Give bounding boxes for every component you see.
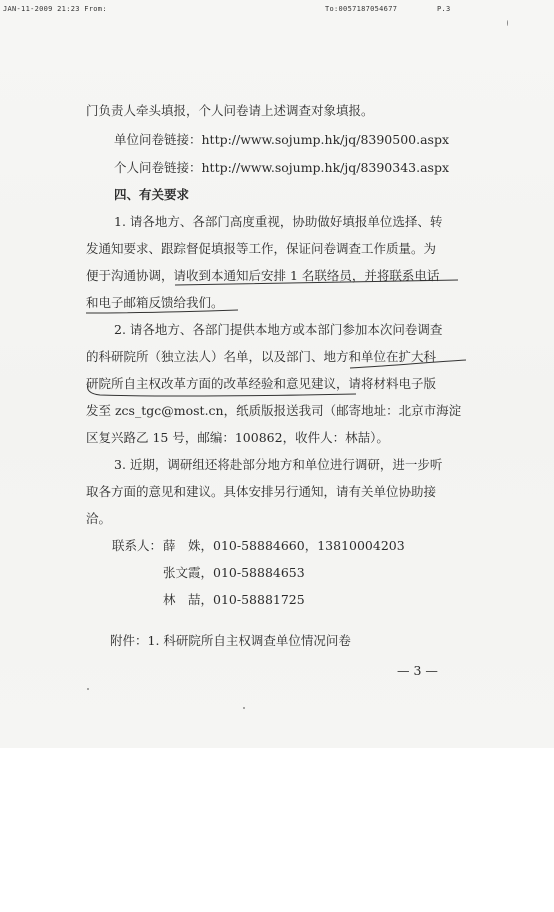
body-line-12: 发至 zcs_tgc@most.cn，纸质版报送我司（邮寄地址：北京市海淀 — [86, 403, 462, 418]
page-number: — 3 — — [397, 663, 438, 678]
body-line-11: 研院所自主权改革方面的改革经验和意见建议，请将材料电子版 — [86, 376, 437, 391]
body-line-8: 和电子邮箱反馈给我们。 — [86, 295, 224, 310]
contact-1: 薛 姝，010-58884660，13810004203 — [163, 538, 405, 553]
body-line-6: 发通知要求、跟踪督促填报等工作，保证问卷调查工作质量。为 — [86, 241, 437, 256]
attachment-line: 附件：1. 科研院所自主权调查单位情况问卷 — [110, 633, 351, 648]
scan-speck — [243, 707, 245, 709]
personal-survey-link[interactable]: 个人问卷链接：http://www.sojump.hk/jq/8390343.aspx — [114, 160, 450, 175]
body-line-10: 的科研院所（独立法人）名单，以及部门、地方和单位在扩大科 — [86, 349, 437, 364]
fax-header-page: P.3 — [437, 5, 451, 13]
body-line-13: 区复兴路乙 15 号，邮编：100862，收件人：林喆）。 — [86, 430, 389, 445]
body-line-1: 门负责人牵头填报，个人问卷请上述调查对象填报。 — [86, 103, 374, 118]
contacts-label: 联系人： — [112, 538, 163, 553]
body-line-7: 便于沟通协调，请收到本通知后安排 1 名联络员，并将联系电话 — [86, 268, 440, 283]
scan-speck — [507, 20, 508, 26]
scan-speck — [87, 688, 89, 690]
body-line-5: 1. 请各地方、各部门高度重视，协助做好填报单位选择、转 — [114, 214, 443, 229]
contact-3: 林 喆，010-58881725 — [163, 592, 305, 607]
body-line-15: 取各方面的意见和建议。具体安排另行通知，请有关单位协助接 — [86, 484, 437, 499]
unit-survey-link[interactable]: 单位问卷链接：http://www.sojump.hk/jq/8390500.aspx — [114, 132, 450, 147]
fax-header-left: JAN-11-2009 21:23 From: — [3, 5, 107, 13]
body-line-14: 3. 近期，调研组还将赴部分地方和单位进行调研，进一步听 — [114, 457, 443, 472]
body-line-9: 2. 请各地方、各部门提供本地方或本部门参加本次问卷调查 — [114, 322, 443, 337]
fax-header-recipient: To:0057187054677 — [325, 5, 398, 13]
contact-2: 张文霞，010-58884653 — [163, 565, 305, 580]
section-heading-requirements: 四、有关要求 — [114, 187, 190, 202]
body-line-16: 洽。 — [86, 511, 112, 526]
